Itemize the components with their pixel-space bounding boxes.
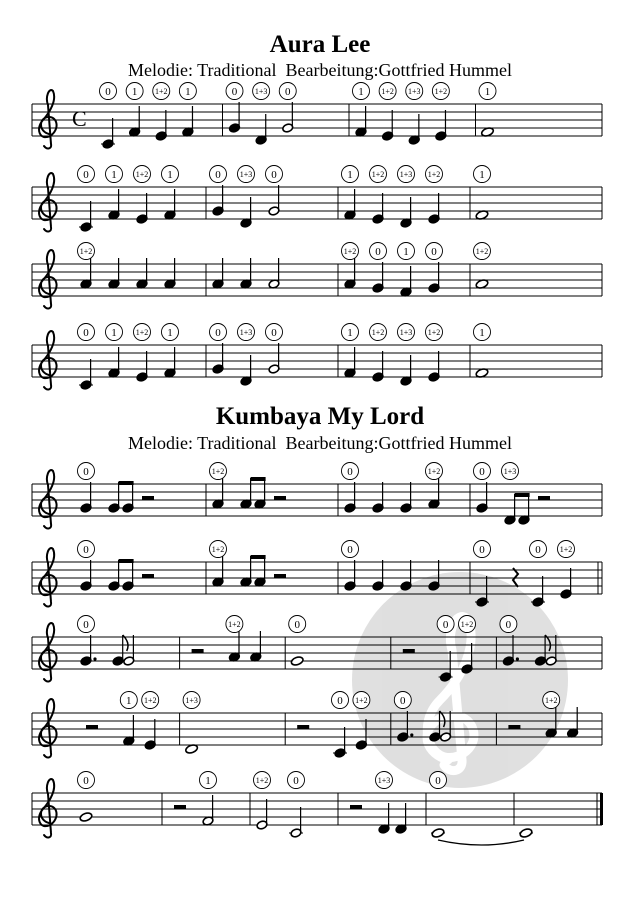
fingering-label: 1+2 — [559, 545, 573, 554]
fingering-label: 1 — [403, 246, 409, 258]
fingering-circle — [426, 166, 443, 183]
fingering-circle — [78, 243, 95, 260]
treble-clef-icon — [39, 548, 57, 606]
fingering-circle — [459, 616, 476, 633]
fingering-label: 1 — [347, 327, 353, 339]
fingering-label: 1+2 — [154, 87, 168, 96]
fingering-label: 0 — [83, 466, 89, 478]
fingering-label: 0 — [400, 695, 406, 707]
fingering-label: 0 — [105, 86, 111, 98]
fingering-circle — [179, 83, 196, 100]
fingering-circle — [78, 166, 95, 183]
fingering-circle — [437, 616, 454, 633]
tie — [438, 840, 524, 845]
fingering-circle — [200, 772, 217, 789]
fingering-label: 1+2 — [343, 247, 357, 256]
treble-clef-icon — [39, 623, 57, 681]
fingering-label: 1+3 — [185, 696, 198, 705]
fingering-circle — [210, 324, 227, 341]
fingering-label: 0 — [479, 544, 485, 556]
fingering-label: 1+2 — [427, 328, 441, 337]
staff-system — [32, 463, 602, 529]
fingering-circle — [162, 324, 179, 341]
song-subtitle: Melodie: Traditional Bearbeitung:Gottfried Hummel — [128, 433, 512, 453]
note-head — [519, 828, 533, 839]
fingering-circle — [253, 83, 270, 100]
fingering-circle — [266, 166, 283, 183]
half-rest — [508, 725, 520, 729]
note-head — [79, 812, 93, 823]
half-rest — [297, 725, 309, 729]
fingering-circle — [210, 463, 227, 480]
half-rest — [403, 649, 415, 653]
fingering-circle — [210, 541, 227, 558]
fingering-circle — [226, 83, 243, 100]
fingering-label: 1+3 — [377, 776, 391, 785]
fingering-circle — [238, 166, 255, 183]
fingering-circle — [78, 324, 95, 341]
fingering-label: 1+2 — [371, 328, 385, 337]
treble-clef-icon — [39, 173, 57, 231]
fingering-circle — [353, 83, 370, 100]
fingering-circle — [474, 463, 491, 480]
fingering-circle — [254, 772, 271, 789]
fingering-circle — [432, 83, 449, 100]
fingering-label: 1 — [126, 695, 132, 707]
fingering-label: 0 — [337, 695, 343, 707]
fingering-circle — [430, 772, 447, 789]
fingering-label: 0 — [83, 544, 89, 556]
time-signature-common: C — [72, 106, 87, 131]
fingering-label: 1 — [205, 775, 211, 787]
fingering-circle — [379, 83, 396, 100]
fingering-circle — [426, 243, 443, 260]
fingering-circle — [426, 463, 443, 480]
fingering-label: 1+3 — [399, 170, 413, 179]
fingering-label: 0 — [83, 775, 89, 787]
fingering-circle — [332, 692, 349, 709]
fingering-circle — [370, 243, 387, 260]
fingering-circle — [226, 616, 243, 633]
fingering-circle — [406, 83, 423, 100]
fingering-label: 0 — [293, 775, 299, 787]
fingering-circle — [134, 324, 151, 341]
fingering-label: 0 — [231, 86, 238, 98]
fingering-label: 1+2 — [255, 776, 269, 785]
treble-clef-icon — [39, 250, 57, 308]
fingering-label: 1 — [131, 86, 138, 98]
beam — [251, 555, 266, 559]
fingering-label: 1+3 — [239, 170, 253, 179]
fingering-label: 0 — [479, 466, 485, 478]
fingering-circle — [342, 166, 359, 183]
dot — [410, 733, 413, 736]
note-head — [431, 828, 445, 839]
staff-system — [32, 324, 602, 391]
fingering-label: 1 — [347, 169, 353, 181]
fingering-label: 0 — [215, 169, 221, 181]
fingering-label: 1+2 — [427, 170, 441, 179]
fingering-label: 1+3 — [239, 328, 253, 337]
dot — [516, 657, 519, 660]
fingering-circle — [370, 166, 387, 183]
staff-system — [32, 243, 602, 309]
note-head — [290, 656, 304, 667]
fingering-circle — [370, 324, 387, 341]
fingering-label: 0 — [83, 169, 89, 181]
beam — [515, 493, 530, 497]
fingering-circle — [394, 692, 411, 709]
fingering-circle — [558, 541, 575, 558]
fingering-circle — [288, 772, 305, 789]
fingering-label: 0 — [431, 246, 437, 258]
fingering-circle — [266, 324, 283, 341]
fingering-label: 1+3 — [254, 87, 268, 96]
fingering-label: 1+2 — [355, 696, 368, 705]
fingering-circle — [502, 463, 519, 480]
fingering-label: 1 — [111, 169, 117, 181]
half-rest — [538, 496, 550, 500]
fingering-circle — [500, 616, 517, 633]
fingering-circle — [398, 324, 415, 341]
fingering-label: 1 — [479, 169, 485, 181]
fingering-label: 0 — [215, 327, 221, 339]
fingering-label: 1+2 — [79, 247, 93, 256]
fingering-label: 0 — [271, 327, 277, 339]
beam — [119, 481, 134, 485]
beam — [251, 477, 266, 481]
fingering-label: 1 — [358, 86, 364, 98]
fingering-label: 0 — [442, 619, 449, 631]
staff-system — [32, 166, 602, 233]
staff-system — [32, 772, 603, 846]
half-rest — [274, 496, 286, 500]
fingering-circle — [134, 166, 151, 183]
fingering-circle — [342, 463, 359, 480]
fingering-label: 1+2 — [434, 87, 448, 96]
fingering-label: 1 — [479, 327, 485, 339]
fingering-circle — [126, 83, 143, 100]
fingering-label: 0 — [505, 619, 512, 631]
fingering-circle — [210, 166, 227, 183]
fingering-label: 0 — [375, 246, 381, 258]
fingering-circle — [353, 692, 370, 709]
fingering-circle — [474, 324, 491, 341]
beam — [119, 559, 134, 563]
fingering-circle — [78, 541, 95, 558]
fingering-circle — [142, 692, 159, 709]
fingering-circle — [183, 692, 200, 709]
fingering-label: 1+3 — [407, 87, 421, 96]
fingering-circle — [279, 83, 296, 100]
fingering-circle — [106, 166, 123, 183]
fingering-label: 0 — [347, 466, 353, 478]
fingering-label: 1+2 — [460, 620, 474, 629]
fingering-label: 1+3 — [399, 328, 413, 337]
fingering-circle — [162, 166, 179, 183]
fingering-circle — [398, 243, 415, 260]
fingering-circle — [530, 541, 547, 558]
fingering-label: 1 — [167, 327, 173, 339]
fingering-circle — [426, 324, 443, 341]
fingering-circle — [342, 324, 359, 341]
fingering-label: 1+2 — [371, 170, 385, 179]
fingering-circle — [474, 166, 491, 183]
fingering-label: 1 — [484, 86, 491, 98]
half-rest — [142, 496, 154, 500]
fingering-label: 0 — [435, 775, 441, 787]
fingering-circle — [398, 166, 415, 183]
half-rest — [174, 805, 186, 809]
fingering-circle — [289, 616, 306, 633]
treble-clef-icon — [39, 779, 57, 837]
song-title: Kumbaya My Lord — [215, 403, 425, 430]
song-title: Aura Lee — [269, 31, 371, 58]
fingering-label: 1+2 — [427, 467, 441, 476]
fingering-label: 1+2 — [228, 620, 241, 629]
fingering-label: 1+2 — [211, 467, 225, 476]
fingering-circle — [106, 324, 123, 341]
fingering-circle — [474, 541, 491, 558]
half-rest — [86, 725, 98, 729]
fingering-label: 0 — [83, 327, 89, 339]
fingering-circle — [543, 692, 560, 709]
fingering-label: 1+2 — [381, 87, 394, 96]
staff-system — [32, 83, 602, 150]
fingering-circle — [342, 541, 359, 558]
fingering-circle — [474, 243, 491, 260]
fingering-label: 0 — [294, 619, 300, 631]
treble-clef-icon — [39, 331, 57, 389]
fingering-label: 1+2 — [211, 545, 225, 554]
fingering-label: 1 — [167, 169, 173, 181]
half-rest — [350, 805, 362, 809]
fingering-circle — [376, 772, 393, 789]
half-rest — [192, 649, 204, 653]
fingering-label: 0 — [83, 619, 89, 631]
fingering-circle — [153, 83, 170, 100]
fingering-label: 1+2 — [143, 696, 157, 705]
treble-clef-icon — [39, 470, 57, 528]
half-rest — [274, 574, 286, 578]
song-subtitle: Melodie: Traditional Bearbeitung:Gottfried Hummel — [128, 60, 512, 80]
fingering-circle — [479, 83, 496, 100]
fingering-label: 1 — [111, 327, 117, 339]
fingering-circle — [100, 83, 117, 100]
fingering-circle — [238, 324, 255, 341]
fingering-label: 1+2 — [475, 247, 489, 256]
treble-clef-icon — [39, 90, 57, 148]
fingering-label: 0 — [285, 86, 291, 98]
fingering-circle — [342, 243, 359, 260]
fingering-circle — [120, 692, 137, 709]
final-barline — [600, 793, 603, 825]
dot — [93, 657, 96, 660]
fingering-label: 1+2 — [544, 696, 558, 705]
fingering-label: 0 — [271, 169, 277, 181]
fingering-label: 1+2 — [135, 170, 149, 179]
treble-clef-icon — [39, 699, 57, 757]
half-rest — [142, 574, 154, 578]
fingering-label: 1+3 — [503, 467, 517, 476]
fingering-label: 0 — [535, 544, 541, 556]
fingering-label: 1 — [185, 86, 191, 98]
fingering-circle — [78, 616, 95, 633]
fingering-label: 0 — [347, 544, 353, 556]
fingering-circle — [78, 463, 95, 480]
fingering-label: 1+2 — [135, 328, 149, 337]
fingering-circle — [78, 772, 95, 789]
